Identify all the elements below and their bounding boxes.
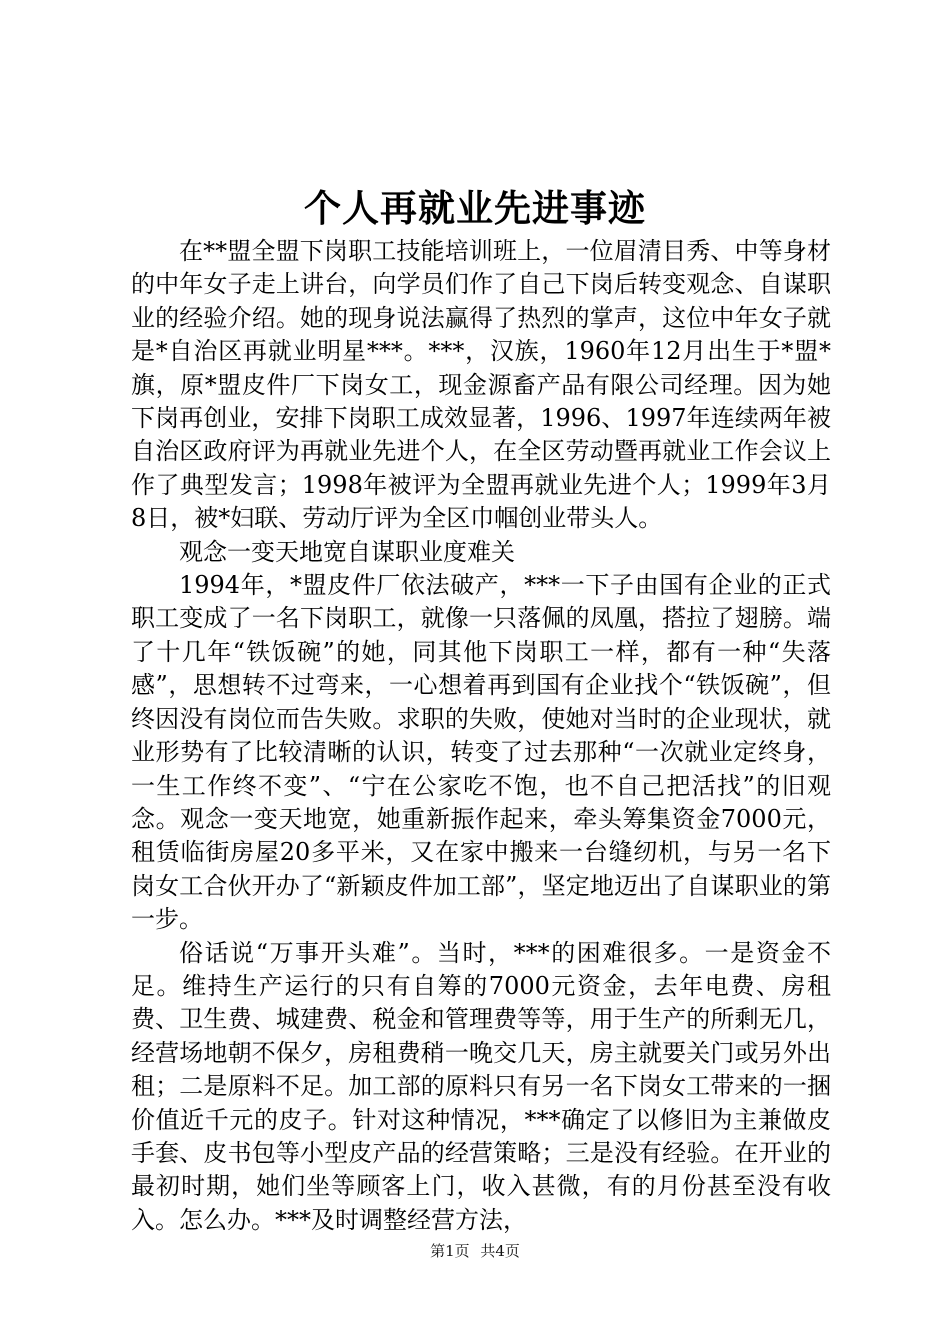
page-footer [0, 1240, 950, 1262]
page-total: 共4页 [480, 1242, 520, 1260]
paragraph-layoff: 1994年，*盟皮件厂依法破产，***一下子由国有企业的正式职工变成了一名下岗职工，就像一只落佩的凤凰，搭拉了翅膀。端了十几年“铁饭碗”的她，同其他下岗职工一样，都有一种“失落感”，思想转不过弯来，一心想着再到国有企业找个“铁饭碗”，但终因没有岗位而告失败。求职的失败，使她对当时的企业现状，就业形势有了比较清晰的认识，转变了过去那种“一次就业定终身，一生工作终不变”、“宁在公家吃不饱，也不自己把活找”的旧观念。观念一变天地宽，她重新振作起来，牵头筹集资金7000元，租赁临街房屋20多平米，又在家中搬来一台缝纫机，与另一名下岗女工合伙开办了“新颖皮件加工部”，坚定地迈出了自谋职业的第一步。 [131, 571, 831, 934]
document-body [131, 235, 831, 1237]
section-heading: 观念一变天地宽自谋职业度难关 [179, 537, 515, 566]
document-title: 个人再就业先进事迹 [304, 186, 646, 230]
paragraph-difficulties: 俗话说“万事开头难”。当时，***的困难很多。一是资金不足。维持生产运行的只有自筹的7000元资金，去年电费、房租费、卫生费、城建费、税金和管理费等等，用于生产的所剩无几，经营场地朝不保夕，房租费稍一晚交几天，房主就要关门或另外出租；二是原料不足。加工部的原料只有另一名下岗女工带来的一捆价值近千元的皮子。针对这种情况，***确定了以修旧为主兼做皮手套、皮书包等小型皮产品的经营策略；三是没有经验。在开业的最初时期，她们坐等顾客上门，收入甚微，有的月份甚至没有收入。怎么办。***及时调整经营方法， [131, 938, 831, 1234]
paragraph-intro: 在**盟全盟下岗职工技能培训班上，一位眉清目秀、中等身材的中年女子走上讲台，向学员们作了自己下岗后转变观念、自谋职业的经验介绍。她的现身说法赢得了热烈的掌声，这位中年女子就是*自治区再就业明星***。***，汉族，1960年12月出生于*盟*旗，原*盟皮件厂下岗女工，现金源畜产品有限公司经理。因为她下岗再创业，安排下岗职工成效显著，1996、1997年连续两年被自治区政府评为再就业先进个人，在全区劳动暨再就业工作会议上作了典型发言；1998年被评为全盟再就业先进个人；1999年3月8日，被*妇联、劳动厅评为全区巾帼创业带头人。 [131, 237, 831, 533]
page-number: 第1页 [430, 1242, 470, 1260]
